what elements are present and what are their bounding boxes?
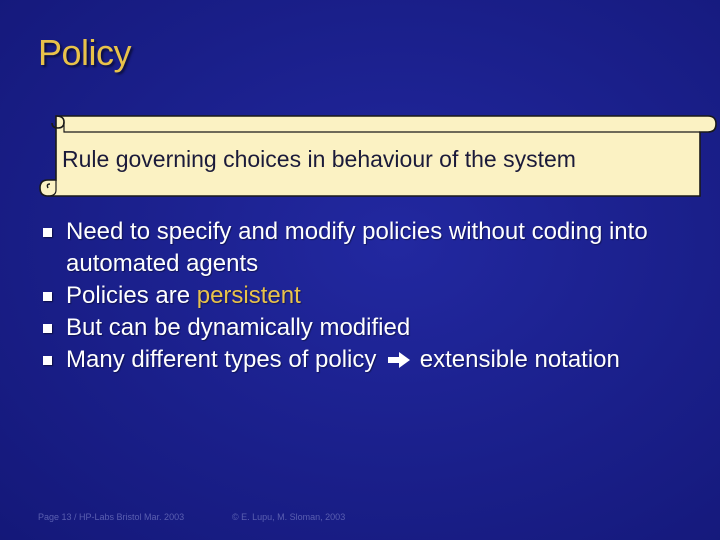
bullet-item [45, 280, 685, 312]
bullet-item [45, 344, 685, 376]
bullet-text: Many different types of policy [66, 346, 377, 373]
bullet-list [45, 216, 685, 376]
footer-page-info: Page 13 / HP-Labs Bristol Mar. 2003 [38, 512, 185, 522]
definition-text: Rule governing choices in behaviour of the system [62, 146, 576, 172]
bullet-item [45, 216, 685, 280]
square-bullet-icon [43, 324, 52, 333]
right-arrow-icon [387, 351, 411, 369]
bullet-item [45, 312, 685, 344]
highlight-text: persistent [196, 282, 301, 309]
bullet-text: Policies are [66, 282, 197, 309]
footer-copyright: © E. Lupu, M. Sloman, 2003 [232, 512, 346, 522]
square-bullet-icon [43, 292, 52, 301]
square-bullet-icon [43, 228, 52, 237]
definition-scroll [34, 108, 720, 204]
bullet-text: extensible notation [419, 346, 620, 373]
square-bullet-icon [43, 356, 52, 365]
bullet-text: Need to specify and modify policies without coding into automated agents [66, 218, 648, 277]
bullet-text: But can be dynamically modified [66, 314, 411, 341]
slide-title: Policy [38, 32, 132, 73]
